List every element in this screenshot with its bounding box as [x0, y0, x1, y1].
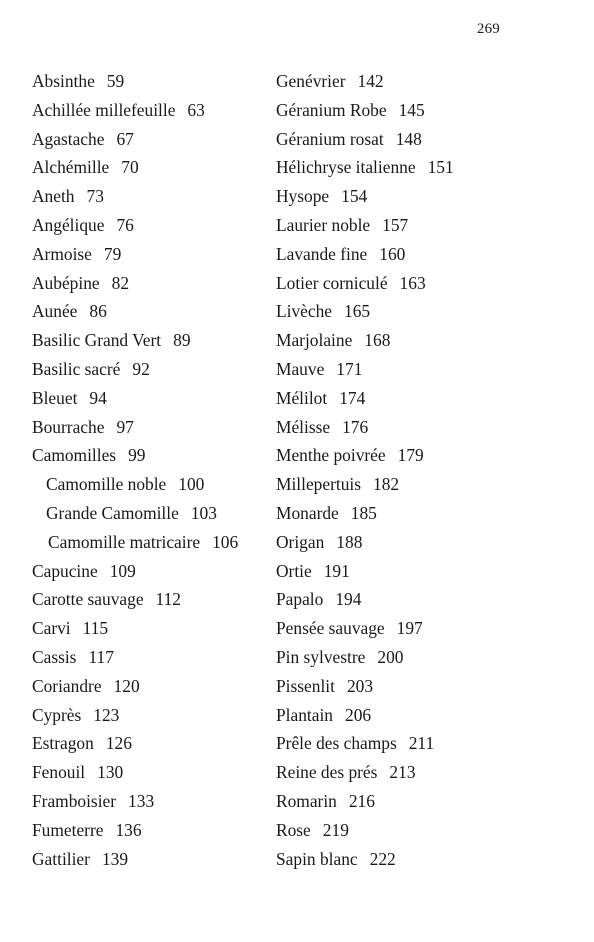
entry-page-number: 117 — [88, 646, 114, 667]
entry-name: Rose — [276, 819, 311, 840]
entry-page-number: 171 — [336, 358, 363, 379]
index-column-right — [276, 67, 454, 873]
index-entry — [32, 816, 238, 845]
index-entry — [276, 816, 454, 845]
entry-name: Lotier corniculé — [276, 272, 388, 293]
index-entry — [276, 729, 454, 758]
entry-page-number: 213 — [389, 762, 416, 783]
entry-page-number: 163 — [399, 272, 426, 293]
index-entry — [32, 211, 238, 240]
index-entry — [276, 297, 454, 326]
index-entry — [276, 470, 454, 499]
entry-page-number: 76 — [116, 214, 134, 235]
index-entry — [276, 355, 454, 384]
entry-name: Camomille noble — [46, 474, 167, 495]
index-entry — [32, 355, 238, 384]
entry-page-number: 200 — [377, 646, 404, 667]
entry-name: Monarde — [276, 502, 339, 523]
index-entry — [276, 758, 454, 787]
index-entry — [32, 557, 238, 586]
index-entry — [276, 269, 454, 298]
entry-name: Fumeterre — [32, 819, 104, 840]
entry-page-number: 63 — [187, 99, 205, 120]
entry-name: Bleuet — [32, 387, 78, 408]
entry-name: Mauve — [276, 358, 325, 379]
entry-page-number: 59 — [106, 71, 125, 91]
entry-page-number: 70 — [121, 157, 139, 178]
entry-page-number: 97 — [116, 416, 134, 437]
entry-page-number: 115 — [82, 618, 109, 639]
index-entry — [276, 643, 454, 672]
index-entry — [32, 758, 238, 787]
index-entry — [32, 413, 238, 442]
entry-name: Camomilles — [32, 445, 117, 466]
entry-page-number: 109 — [109, 560, 136, 581]
index-entry — [276, 182, 454, 211]
entry-name: Coriandre — [32, 675, 102, 696]
index-entry — [32, 528, 238, 557]
entry-name: Angélique — [32, 214, 105, 235]
entry-name: Ortie — [276, 560, 312, 581]
index-entry — [32, 729, 238, 758]
index-entry — [276, 96, 454, 125]
entry-page-number: 133 — [128, 790, 155, 811]
index-entry — [276, 672, 454, 701]
index-entry — [276, 614, 454, 643]
entry-page-number: 216 — [348, 790, 375, 811]
entry-name: Hysope — [276, 186, 330, 207]
index-entry — [276, 557, 454, 586]
entry-name: Mélisse — [276, 416, 331, 437]
entry-page-number: 182 — [373, 474, 400, 495]
index-entry — [276, 585, 454, 614]
entry-name: Romarin — [276, 790, 337, 811]
entry-name: Pin sylvestre — [276, 646, 366, 667]
index-entry — [32, 384, 238, 413]
entry-name: Cassis — [32, 646, 77, 667]
entry-page-number: 94 — [89, 387, 107, 408]
entry-name: Basilic Grand Vert — [32, 330, 162, 351]
entry-name: Basilic sacré — [32, 358, 121, 379]
entry-name: Reine des prés — [276, 762, 378, 783]
index-entry — [32, 499, 238, 528]
entry-page-number: 106 — [212, 531, 239, 552]
entry-name: Alchémille — [32, 157, 110, 178]
entry-page-number: 73 — [86, 186, 104, 207]
entry-page-number: 151 — [427, 157, 454, 178]
entry-name: Hélichryse italienne — [276, 157, 416, 178]
index-entry — [276, 384, 454, 413]
entry-page-number: 89 — [173, 330, 191, 351]
index-entry — [32, 96, 238, 125]
entry-page-number: 179 — [397, 445, 424, 466]
entry-name: Marjolaine — [276, 330, 353, 351]
entry-page-number: 139 — [101, 848, 129, 869]
page-number: 269 — [476, 21, 500, 37]
entry-name: Carvi — [32, 618, 71, 639]
entry-page-number: 211 — [408, 733, 435, 754]
entry-page-number: 92 — [132, 358, 150, 379]
entry-name: Genévrier — [276, 71, 346, 91]
entry-page-number: 67 — [116, 128, 134, 149]
entry-name: Aunée — [32, 301, 78, 322]
entry-page-number: 222 — [369, 848, 396, 869]
index-entry — [32, 672, 238, 701]
entry-name: Laurier noble — [276, 214, 371, 235]
entry-page-number: 126 — [105, 733, 132, 754]
entry-page-number: 123 — [93, 704, 120, 725]
entry-page-number: 142 — [357, 71, 384, 91]
index-entry — [32, 701, 238, 730]
entry-page-number: 174 — [339, 387, 366, 408]
entry-name: Agastache — [32, 128, 105, 149]
entry-name: Pissenlit — [276, 675, 335, 696]
entry-name: Capucine — [32, 560, 98, 581]
entry-page-number: 191 — [323, 560, 350, 581]
entry-page-number: 185 — [350, 502, 377, 523]
index-entry — [32, 182, 238, 211]
entry-name: Estragon — [32, 733, 94, 754]
index-entry — [276, 153, 454, 182]
index-entry — [32, 269, 238, 298]
index-entry — [32, 67, 238, 96]
entry-page-number: 130 — [97, 762, 124, 783]
entry-name: Achillée millefeuille — [32, 99, 176, 120]
index-entry — [32, 787, 238, 816]
entry-page-number: 99 — [128, 445, 146, 466]
entry-page-number: 157 — [382, 214, 409, 235]
entry-page-number: 176 — [342, 416, 369, 437]
index-entry — [32, 845, 238, 874]
index-column-left — [32, 67, 238, 873]
entry-page-number: 168 — [364, 330, 391, 351]
index-entry — [276, 326, 454, 355]
entry-page-number: 206 — [345, 704, 372, 725]
entry-name: Pensée sauvage — [276, 618, 385, 639]
entry-name: Gattilier — [32, 848, 90, 869]
entry-name: Papalo — [276, 589, 324, 610]
index-entry — [32, 240, 238, 269]
entry-page-number: 82 — [111, 272, 130, 293]
entry-name: Sapin blanc — [276, 848, 358, 869]
entry-name: Cyprès — [32, 704, 82, 725]
entry-name: Lavande fine — [276, 243, 368, 264]
entry-page-number: 103 — [190, 502, 217, 523]
index-entry — [276, 787, 454, 816]
entry-name: Aubépine — [32, 272, 100, 293]
entry-page-number: 203 — [346, 675, 374, 696]
entry-page-number: 86 — [89, 301, 107, 322]
entry-page-number: 219 — [322, 819, 349, 840]
entry-name: Millepertuis — [276, 474, 362, 495]
entry-name: Grande Camomille — [46, 502, 179, 523]
entry-page-number: 120 — [113, 675, 140, 696]
entry-page-number: 160 — [379, 243, 406, 264]
entry-page-number: 112 — [155, 589, 181, 610]
entry-page-number: 145 — [398, 99, 425, 120]
entry-name: Framboisier — [32, 790, 117, 811]
entry-page-number: 194 — [335, 589, 362, 610]
entry-name: Livèche — [276, 301, 333, 322]
index-entry — [276, 528, 454, 557]
entry-name: Prêle des champs — [276, 733, 397, 754]
entry-page-number: 79 — [103, 243, 122, 264]
entry-page-number: 197 — [396, 618, 423, 639]
entry-page-number: 165 — [344, 301, 371, 322]
index-entry — [32, 326, 238, 355]
entry-page-number: 148 — [395, 128, 422, 149]
index-entry — [276, 211, 454, 240]
entry-name: Géranium Robe — [276, 99, 387, 120]
index-entry — [32, 297, 238, 326]
entry-name: Plantain — [276, 704, 333, 725]
index-entry — [276, 413, 454, 442]
index-entry — [32, 585, 238, 614]
index-entry — [32, 614, 238, 643]
entry-name: Armoise — [32, 243, 92, 264]
entry-name: Origan — [276, 531, 325, 552]
index-entry — [276, 845, 454, 874]
index-entry — [276, 701, 454, 730]
entry-name: Géranium rosat — [276, 128, 384, 149]
index-entry — [32, 153, 238, 182]
entry-page-number: 100 — [178, 474, 205, 495]
entry-name: Bourrache — [32, 416, 105, 437]
index-entry — [276, 125, 454, 154]
entry-page-number: 154 — [341, 186, 368, 207]
index-entry — [32, 643, 238, 672]
index-entry — [276, 67, 454, 96]
index-entry — [276, 499, 454, 528]
entry-page-number: 188 — [336, 531, 363, 552]
index-entry — [32, 125, 238, 154]
entry-name: Carotte sauvage — [32, 589, 144, 610]
index-entry — [276, 240, 454, 269]
entry-name: Fenouil — [32, 762, 86, 783]
entry-name: Menthe poivrée — [276, 445, 386, 466]
index-entry — [32, 441, 238, 470]
entry-name: Absinthe — [32, 71, 95, 91]
index-entry — [276, 441, 454, 470]
entry-name: Camomille matricaire — [48, 531, 201, 552]
entry-page-number: 136 — [115, 819, 142, 840]
entry-name: Aneth — [32, 186, 75, 207]
index-entry — [32, 470, 238, 499]
entry-name: Mélilot — [276, 387, 328, 408]
